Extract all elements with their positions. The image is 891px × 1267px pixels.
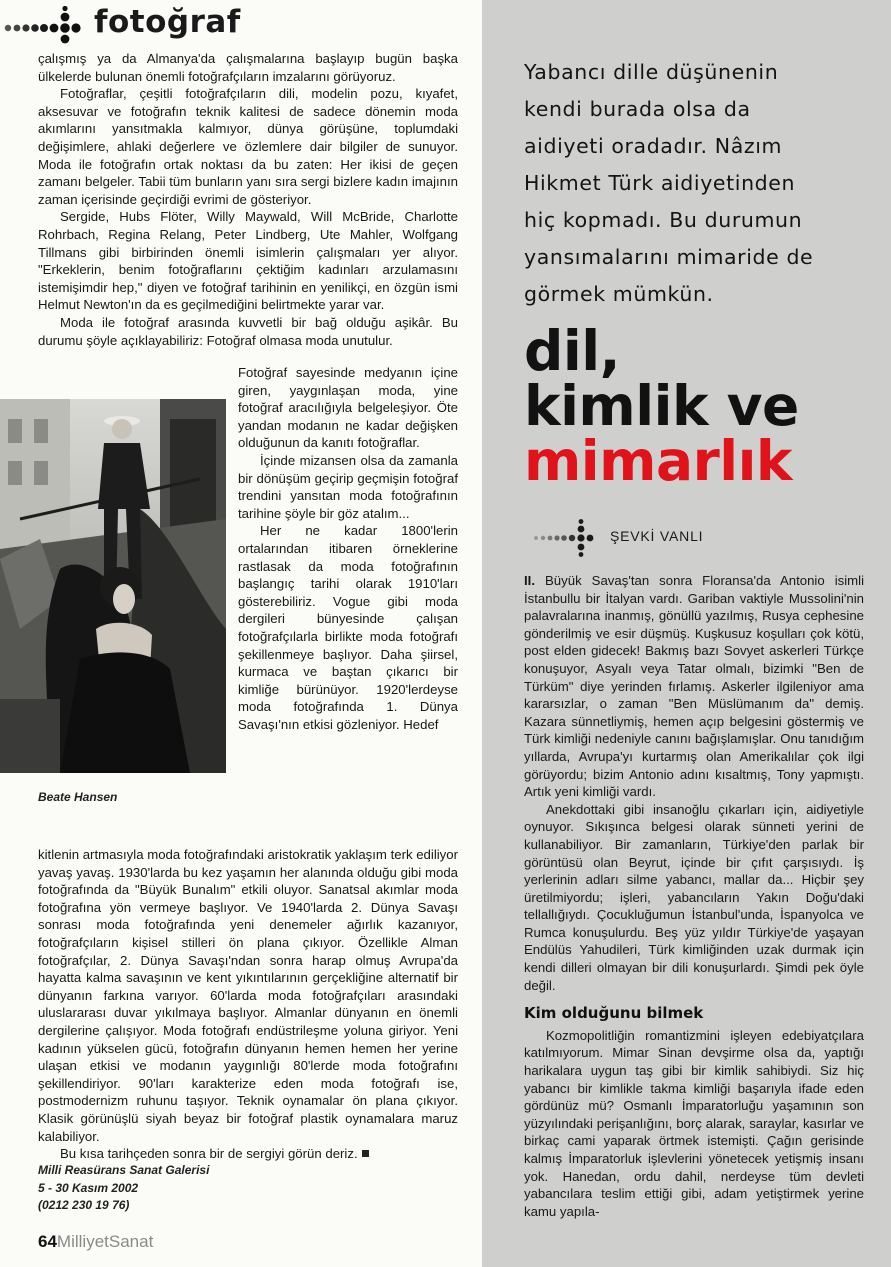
dot-arrow-byline-icon (532, 518, 604, 558)
photo-caption: Beate Hansen (38, 790, 118, 804)
pull-quote-line: hiç kopmadı. Bu durumun (524, 208, 803, 232)
paragraph: İçinde mizansen olsa da zamanla bir dönüşüm geçirip geçmişin fotoğraf trendini yansıtan moda fotoğrafının tarihine şöyle bir göz atalım... (238, 452, 458, 521)
article-body-right (524, 572, 864, 1220)
exhibition-venue (38, 1162, 209, 1215)
paragraph: Sergide, Hubs Flöter, Willy Maywald, Will McBride, Charlotte Rohrbach, Regina Relang, Peter Lindberg, Ute Mahler, Wolfgang Tillmans gibi birbirinden önemli isimlerin çalışmaları yer alıyor. "Erkeklerin, benim fotoğraflarını çektiğim kadınları arzulamasını istemişimdir hep," diyen ve fotoğraf tarihinin en yenilikçi, en özgün ismi Helmut Newton'ın da es geçilmediğini belirtmekte yarar var. (38, 209, 458, 313)
pull-quote-line: Yabancı dille düşünenin (524, 60, 779, 84)
lead-in: II. (524, 573, 535, 588)
section-title: fotoğraf (94, 4, 241, 40)
dot-arrow-logo-icon (4, 6, 86, 46)
pull-quote-line: aidiyeti oradadır. Nâzım (524, 134, 783, 158)
article-body-top (38, 50, 458, 349)
paragraph (524, 572, 864, 801)
paragraph: Her ne kadar 1800'lerin ortalarından itibaren örneklerine rastlasak da moda fotoğrafının başlangıç tarihi olarak 1910'ları gösterebiliriz. Vogue gibi moda dergileri bünyesinde çalışan fotoğrafçılarla birlikte moda fotoğrafı şekillenmeye başlıyor. Daha şiirsel, kurmaca ve baştan çıkarıcı bir kimliğe bürünüyor. 1920'lerdeyse moda fotoğrafında 1. Dünya Savaşı'nın etkisi gözleniyor. Hedef (238, 523, 458, 732)
author-name: ŞEVKİ VANLI (610, 528, 704, 544)
magazine-brand-b: Sanat (108, 1232, 154, 1251)
pull-quote-line: Hikmet Türk aidiyetinden (524, 171, 796, 195)
paragraph: çalışmış ya da Almanya'da çalışmalarına başlayıp bugün başka ülkelerde bulunan önemli fotoğrafçıların imzalarını görüyoruz. (38, 51, 458, 84)
paragraph (38, 1145, 458, 1163)
venue-dates: 5 - 30 Kasım 2002 (38, 1180, 139, 1195)
section-subhead: Kim olduğunu bilmek (524, 1004, 704, 1023)
fashion-photo (0, 399, 226, 773)
headline-line-2: kimlik ve (524, 374, 799, 438)
paragraph: Kozmopolitliğin romantizmini işleyen edebiyatçılara katılmıyorum. Mimar Sinan devşirme olsa da, yaptığı harikalara uygun taş gibi bir kimlik sahibiydi. Siz hiç yabancı bir kimlikle takma kimliği başarıyla ifade eden gördünüz mü? Osmanlı İmparatorluğu yaşamının son yüzyılındaki perişanlığını, borç alarak, saraylar, kasırlar ve birkaç cami yaparak örtmek istemişti. Çağın gerisinde kalmış İmparatorluk işlevlerini yönetecek yetişmiş insanı yok. Hanedan, ordu dahil, nerdeyse tüm devleti yabancılara teslim ettiği gibi, adam yetiştirmek yerine kamu yapıla- (524, 1027, 864, 1219)
paragraph: Fotoğraflar, çeşitli fotoğrafçıların dili, modelin pozu, kıyafet, aksesuvar ve fotoğrafın teknik kalitesi de sadece dönemin moda akımlarını yansıtmakla kalmıyor, dünya görüşüne, toplumdaki değişimlere, ahlaki değerlere ve özlemlere dair bilgiler de sunuyor. Moda ile fotoğrafın ortak noktası da bu zaten: Her ikisi de geçen zamanı belgeler. Tabii tüm bunların yanı sıra sergi bizlere kadın imajının zaman içerisinde geçirdiği evrimi de gösteriyor. (38, 86, 458, 207)
paragraph: Fotoğraf sayesinde medyanın içine giren, yaygınlaşan moda, yine fotoğraf aracılığıyla belgeleşiyor. Öte yandan modanın ne kadar değişken olduğunun da kanıtı fotoğraflar. (238, 365, 458, 451)
paragraph-text: Büyük Savaş'tan sonra Floransa'da Antonio isimli İstanbullu bir İtalyan vardı. Gariban vaktiyle Mussolini'nin palavralarına inanmış, gönüllü yazılmış, Rusya cephesine gönderilmiş ve esir düşmüş. Kuşkusuz koşulları çok kötü, post elden gidecek! Bakmış bazı Sovyet askerleri Türkçe konuşuyor, Asyalı veya Tatar olmalı, bizimki "Ben de Türküm" diye yerinden fırlamış. Askerler ilgileniyor ama kararsızlar, o zaman "Ben Müslümanım da" demiş. Kazara sünnetliymiş, hemen açıp belgesini göstermiş ve Türk kimliği nedeniyle canını bağışlamışlar. Onu tanıdığım yıllarda, Avrupa'yı kurtarmış olan Amerikalılar çok ilgi görüyordu; bizim Antonio adını kısaltmış, Tony yapmıştı. Artık yeni kimliği vardı. (524, 573, 864, 800)
paragraph: Moda ile fotoğraf arasında kuvvetli bir bağ olduğu aşikâr. Bu durumu şöyle açıklayabiliriz: Fotoğraf olmasa moda unutulur. (38, 314, 458, 348)
pull-quote (524, 54, 852, 313)
pull-quote-line: görmek mümkün. (524, 282, 714, 306)
paragraph: kitlenin artmasıyla moda fotoğrafındaki aristokratik yaklaşım terk ediliyor yavaş yavaş. 1930'larda bu kez yaşamın her alanında olduğu gibi moda fotoğrafında da "Büyük Bunalım" etkili oluyor. Sanatsal akımlar moda fotoğrafına yön vermeye başlıyor. Ve 1940'larda 2. Dünya Savaşı sonrası moda fotoğrafında yeni denemeler ağırlık kazanıyor, fotoğrafçıların kişisel stilleri ön plana çıkıyor. Özellikle Alman fotoğrafçılar, 2. Dünya Savaşı'ndan sonra harap olmuş Avrupa'da hayatta kalma savaşının ve kent yıkıntılarının gerçekliğine alternatif bir dünyanın farkına varıyor. 60'larda moda fotoğrafçıları arasındaki uluslararası duvar yıkılmaya başlıyor. Almanlar dünyanın en önemli dergilerine çalışıyor. Moda fotoğrafı endüstrileşme yoluna giriyor. Yeni kadının yükselen gücü, fotoğrafın dünyanın hemen hemen her yerine ulaşan etkisi ve modanın yaygınlığı 80'lerde moda fotoğrafını şekillendiriyor. 90'ları karakterize eden moda fotoğrafı ise, postmodernizm ruhunu taşıyor. Teknik oynamalar ön plana çıkıyor. Klasik görünüşlü siyah beyaz bir fotoğraf plastik oynamalara maruz kalabiliyor. (38, 847, 458, 1144)
pull-quote-line: yansımalarını mimaride de (524, 245, 814, 269)
article-headline (524, 319, 799, 493)
paragraph: Anekdottaki gibi insanoğlu çıkarları için, aidiyetiyle oynuyor. Sıkışınca belgesi olarak sünneti yerini de kullanabiliyor. Bir zamanların, Türkiye'den parlak bir görüntüsü olan Beyrut, içinde bir çıfıt çarşısıydı. İş yerlerinin adları silme yabancı, mallar da... Hiçbir şey üretilmiyordu; işleri, yabancıların Yakın Doğu'daki tellallığıydı. Çocukluğumun İstanbul'unda, İspanyolca ve Rumca konuşulurdu. Beş yüz yıldır Türkiye'de yaşayan Endülüs Yahudileri, Türk kimliğinden uzak durmak için kendi dilleri olmayan bir dili konuşurlardı. Şimdi pek öyle değil. (524, 801, 864, 993)
closing-sentence: Bu kısa tarihçeden sonra bir de sergiyi görün deriz. (60, 1146, 358, 1162)
pull-quote-line: kendi burada olsa da (524, 97, 751, 121)
page-footer (38, 1232, 153, 1252)
headline-line-1: dil, (524, 319, 620, 383)
end-mark-icon (362, 1150, 369, 1157)
article-body-bottom (38, 846, 458, 1163)
venue-phone: (0212 230 19 76) (38, 1198, 130, 1212)
venue-name: Milli Reasürans Sanat Galerisi (38, 1163, 210, 1177)
headline-line-3: mimarlık (524, 429, 792, 493)
article-body-narrow (238, 364, 458, 733)
page-number: 64 (38, 1232, 57, 1251)
magazine-brand-a: Milliyet (56, 1232, 109, 1251)
